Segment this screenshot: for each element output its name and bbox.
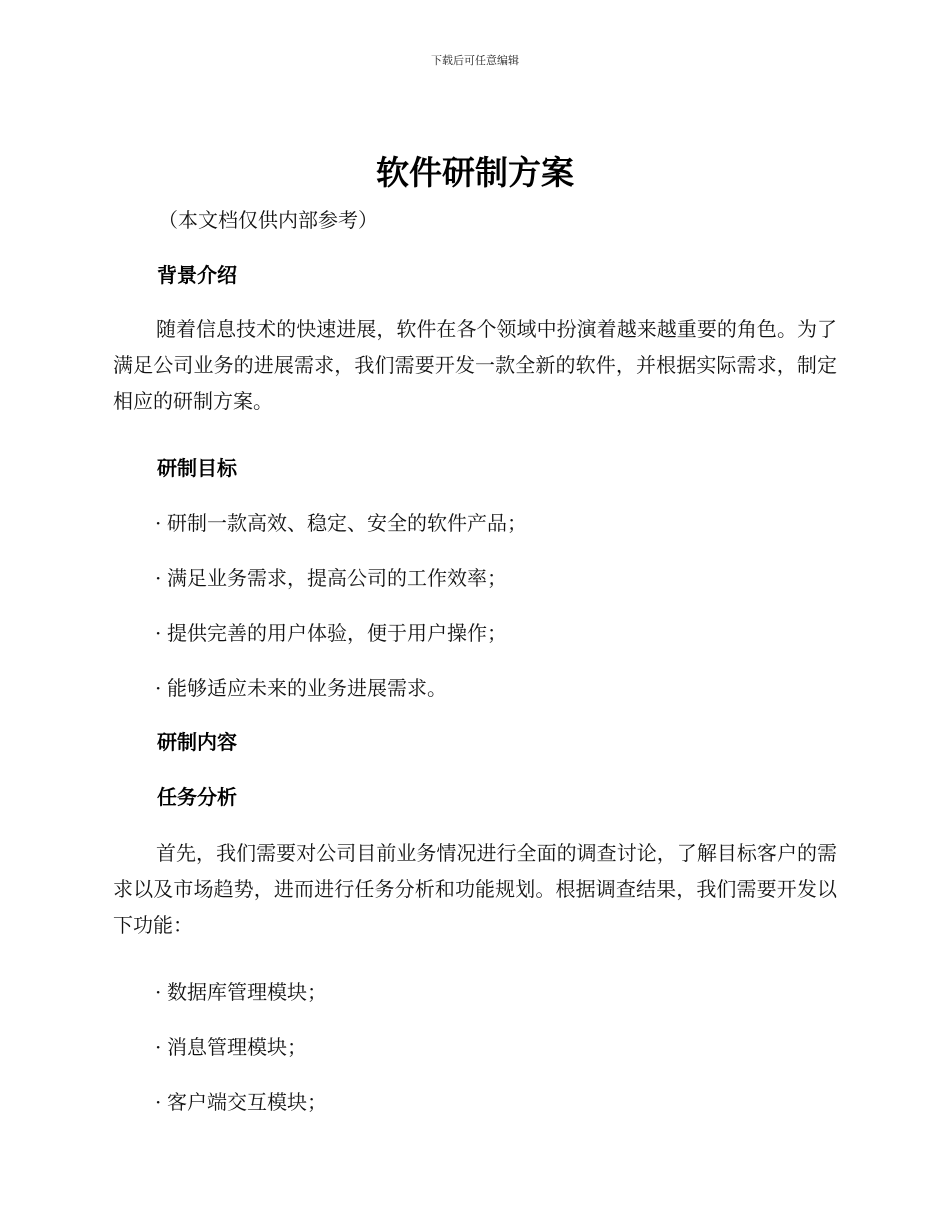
feature-item-3 bbox=[155, 1087, 327, 1117]
feature-item-text: 数据库管理模块； bbox=[167, 980, 327, 1004]
document-title: 软件研制方案 bbox=[376, 153, 574, 192]
paragraph-task-analysis: 首先，我们需要对公司目前业务情况进行全面的调查讨论，了解目标客户的需求以及市场趋势，进而进行任务分析和功能规划。根据调查结果，我们需要开发以下功能： bbox=[113, 841, 837, 937]
goal-item-3 bbox=[155, 618, 507, 648]
goal-item-4 bbox=[155, 673, 447, 703]
feature-item-2 bbox=[155, 1032, 307, 1062]
document-subtitle: （本文档仅供内部参考） bbox=[158, 208, 378, 232]
feature-item-1 bbox=[155, 977, 327, 1007]
bullet-mark: · bbox=[155, 980, 162, 1004]
feature-item-text: 客户端交互模块； bbox=[167, 1090, 327, 1114]
goal-item-text: 提供完善的用户体验，便于用户操作； bbox=[167, 621, 507, 645]
goal-item-1 bbox=[155, 508, 527, 538]
goal-item-text: 研制一款高效、稳定、安全的软件产品； bbox=[167, 511, 527, 535]
bullet-mark: · bbox=[155, 676, 162, 700]
heading-content: 研制内容 bbox=[157, 730, 237, 754]
goal-item-text: 能够适应未来的业务进展需求。 bbox=[167, 676, 447, 700]
feature-item-text: 消息管理模块； bbox=[167, 1035, 307, 1059]
heading-background: 背景介绍 bbox=[157, 263, 237, 287]
goal-item-text: 满足业务需求，提高公司的工作效率； bbox=[167, 566, 507, 590]
bullet-mark: · bbox=[155, 1090, 162, 1114]
paragraph-background: 随着信息技术的快速进展，软件在各个领域中扮演着越来越重要的角色。为了满足公司业务的进展需求，我们需要开发一款全新的软件，并根据实际需求，制定相应的研制方案。 bbox=[113, 317, 837, 413]
bullet-mark: · bbox=[155, 566, 162, 590]
heading-task-analysis: 任务分析 bbox=[157, 785, 237, 809]
heading-goals: 研制目标 bbox=[157, 456, 237, 480]
bullet-mark: · bbox=[155, 621, 162, 645]
bullet-mark: · bbox=[155, 511, 162, 535]
bullet-mark: · bbox=[155, 1035, 162, 1059]
header-note: 下载后可任意编辑 bbox=[431, 54, 519, 67]
goal-item-2 bbox=[155, 563, 507, 593]
